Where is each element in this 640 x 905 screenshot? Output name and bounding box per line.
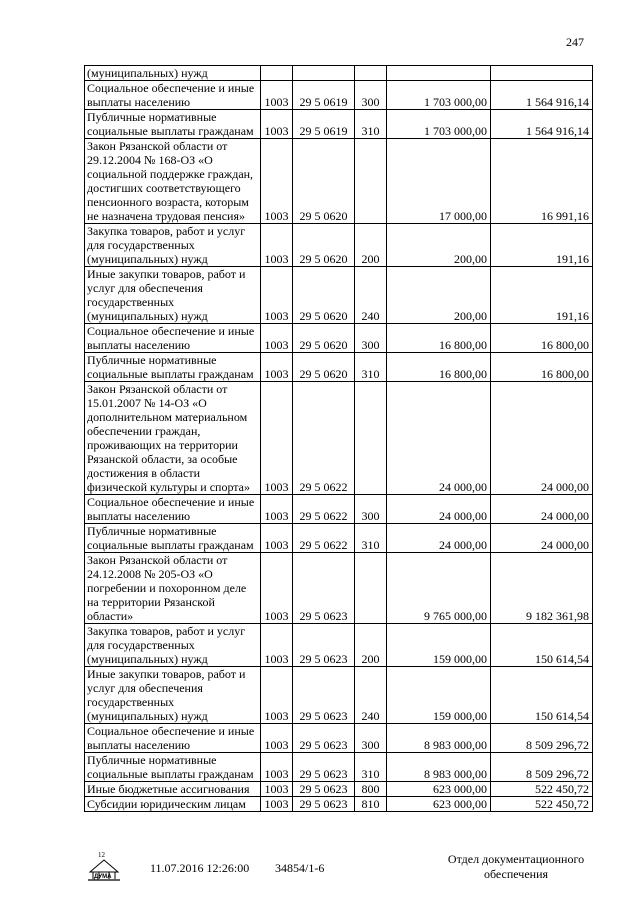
cell-expense-type: 240: [355, 267, 387, 324]
table-row: [85, 324, 593, 353]
table-row: [85, 524, 593, 553]
cell-name: Социальное обеспечение и иные выплаты населению: [85, 324, 261, 353]
cell-expense-type: [355, 553, 387, 624]
cell-section: 1003: [261, 81, 293, 110]
cell-section: 1003: [261, 524, 293, 553]
cell-actual-amount: [491, 66, 593, 81]
cell-section: 1003: [261, 324, 293, 353]
table-row: [85, 110, 593, 139]
cell-section: [261, 66, 293, 81]
cell-section: 1003: [261, 224, 293, 267]
cell-target-article: [293, 66, 355, 81]
cell-name: Закупка товаров, работ и услуг для государственных (муниципальных) нужд: [85, 224, 261, 267]
cell-expense-type: 310: [355, 353, 387, 382]
cell-expense-type: 310: [355, 524, 387, 553]
table-row: [85, 66, 593, 81]
page-number: 247: [566, 35, 584, 49]
cell-section: 1003: [261, 553, 293, 624]
cell-expense-type: [355, 382, 387, 495]
cell-expense-type: 200: [355, 224, 387, 267]
cell-expense-type: 800: [355, 782, 387, 797]
cell-name: Публичные нормативные социальные выплаты гражданам: [85, 524, 261, 553]
cell-actual-amount: 8 509 296,72: [491, 753, 593, 782]
logo-text: ДУМА: [94, 874, 112, 880]
cell-expense-type: 300: [355, 495, 387, 524]
cell-name: Закон Рязанской области от 29.12.2004 № 168-ОЗ «О социальной поддержке граждан, достигших соответствующего пенсионного возраста, которым не назначена трудовая пенсия»: [85, 139, 261, 224]
cell-plan-amount: 1 703 000,00: [387, 110, 491, 139]
cell-name: Закупка товаров, работ и услуг для государственных (муниципальных) нужд: [85, 624, 261, 667]
cell-target-article: 29 5 0622: [293, 382, 355, 495]
cell-target-article: 29 5 0623: [293, 553, 355, 624]
cell-section: 1003: [261, 110, 293, 139]
cell-target-article: 29 5 0623: [293, 797, 355, 812]
cell-actual-amount: 522 450,72: [491, 797, 593, 812]
cell-plan-amount: 24 000,00: [387, 524, 491, 553]
cell-plan-amount: 1 703 000,00: [387, 81, 491, 110]
cell-target-article: 29 5 0623: [293, 667, 355, 724]
cell-expense-type: 300: [355, 324, 387, 353]
cell-name: Социальное обеспечение и иные выплаты населению: [85, 724, 261, 753]
budget-table-body: [85, 66, 593, 812]
cell-target-article: 29 5 0620: [293, 267, 355, 324]
cell-name: Публичные нормативные социальные выплаты гражданам: [85, 110, 261, 139]
cell-actual-amount: 24 000,00: [491, 524, 593, 553]
cell-target-article: 29 5 0620: [293, 139, 355, 224]
cell-expense-type: 310: [355, 753, 387, 782]
cell-name: Иные закупки товаров, работ и услуг для обеспечения государственных (муниципальных) нужд: [85, 667, 261, 724]
cell-plan-amount: 200,00: [387, 267, 491, 324]
cell-actual-amount: 16 800,00: [491, 324, 593, 353]
table-row: [85, 139, 593, 224]
table-row: [85, 797, 593, 812]
cell-target-article: 29 5 0623: [293, 753, 355, 782]
cell-section: 1003: [261, 667, 293, 724]
cell-name: Социальное обеспечение и иные выплаты населению: [85, 81, 261, 110]
table-row: [85, 553, 593, 624]
cell-section: 1003: [261, 624, 293, 667]
cell-section: 1003: [261, 382, 293, 495]
footer-department: [436, 852, 596, 882]
table-row: [85, 724, 593, 753]
cell-section: 1003: [261, 353, 293, 382]
cell-actual-amount: 1 564 916,14: [491, 81, 593, 110]
cell-actual-amount: 150 614,54: [491, 624, 593, 667]
cell-actual-amount: 522 450,72: [491, 782, 593, 797]
cell-actual-amount: 16 991,16: [491, 139, 593, 224]
cell-section: 1003: [261, 753, 293, 782]
cell-target-article: 29 5 0620: [293, 224, 355, 267]
cell-section: 1003: [261, 267, 293, 324]
department-line-1: Отдел документационного: [447, 852, 585, 866]
cell-plan-amount: [387, 66, 491, 81]
cell-plan-amount: 159 000,00: [387, 624, 491, 667]
table-row: [85, 224, 593, 267]
cell-plan-amount: 200,00: [387, 224, 491, 267]
cell-actual-amount: 150 614,54: [491, 667, 593, 724]
cell-section: 1003: [261, 139, 293, 224]
department-line-2: обеспечения: [483, 867, 549, 881]
cell-name: Публичные нормативные социальные выплаты гражданам: [85, 753, 261, 782]
cell-actual-amount: 24 000,00: [491, 495, 593, 524]
cell-target-article: 29 5 0622: [293, 495, 355, 524]
table-row: [85, 753, 593, 782]
cell-target-article: 29 5 0623: [293, 724, 355, 753]
table-row: [85, 81, 593, 110]
cell-expense-type: 810: [355, 797, 387, 812]
cell-actual-amount: 191,16: [491, 224, 593, 267]
table-row: [85, 495, 593, 524]
cell-target-article: 29 5 0619: [293, 110, 355, 139]
cell-plan-amount: 24 000,00: [387, 495, 491, 524]
table-row: [85, 782, 593, 797]
cell-name: (муниципальных) нужд: [85, 66, 261, 81]
cell-plan-amount: 8 983 000,00: [387, 724, 491, 753]
footer-doc-id: 34854/1-6: [275, 861, 325, 875]
cell-plan-amount: 159 000,00: [387, 667, 491, 724]
cell-section: 1003: [261, 782, 293, 797]
cell-name: Публичные нормативные социальные выплаты гражданам: [85, 353, 261, 382]
cell-name: Социальное обеспечение и иные выплаты населению: [85, 495, 261, 524]
cell-expense-type: 300: [355, 81, 387, 110]
cell-name: Иные закупки товаров, работ и услуг для обеспечения государственных (муниципальных) нужд: [85, 267, 261, 324]
cell-actual-amount: 16 800,00: [491, 353, 593, 382]
cell-target-article: 29 5 0623: [293, 782, 355, 797]
footer-timestamp: 11.07.2016 12:26:00: [150, 861, 250, 875]
cell-expense-type: [355, 66, 387, 81]
cell-section: 1003: [261, 797, 293, 812]
table-row: [85, 353, 593, 382]
cell-name: Иные бюджетные ассигнования: [85, 782, 261, 797]
budget-table: [84, 65, 593, 812]
cell-section: 1003: [261, 495, 293, 524]
cell-plan-amount: 16 800,00: [387, 353, 491, 382]
cell-actual-amount: 9 182 361,98: [491, 553, 593, 624]
cell-expense-type: 310: [355, 110, 387, 139]
cell-target-article: 29 5 0620: [293, 324, 355, 353]
cell-expense-type: 300: [355, 724, 387, 753]
cell-section: 1003: [261, 724, 293, 753]
cell-expense-type: 240: [355, 667, 387, 724]
duma-logo: [84, 850, 124, 884]
cell-name: Закон Рязанской области от 15.01.2007 № 14-ОЗ «О дополнительном материальном обеспечении граждан, проживающих на территории Рязанской области, за особые достижения в области физической культуры и спорта»: [85, 382, 261, 495]
cell-target-article: 29 5 0620: [293, 353, 355, 382]
cell-target-article: 29 5 0619: [293, 81, 355, 110]
cell-plan-amount: 9 765 000,00: [387, 553, 491, 624]
cell-plan-amount: 24 000,00: [387, 382, 491, 495]
cell-name: Закон Рязанской области от 24.12.2008 № 205-ОЗ «О погребении и похоронном деле на территории Рязанской области»: [85, 553, 261, 624]
cell-actual-amount: 24 000,00: [491, 382, 593, 495]
cell-actual-amount: 8 509 296,72: [491, 724, 593, 753]
logo-number: 12: [98, 851, 105, 859]
table-row: [85, 624, 593, 667]
cell-expense-type: 200: [355, 624, 387, 667]
table-row: [85, 667, 593, 724]
cell-plan-amount: 17 000,00: [387, 139, 491, 224]
cell-name: Субсидии юридическим лицам: [85, 797, 261, 812]
cell-target-article: 29 5 0623: [293, 624, 355, 667]
cell-plan-amount: 16 800,00: [387, 324, 491, 353]
cell-target-article: 29 5 0622: [293, 524, 355, 553]
cell-actual-amount: 1 564 916,14: [491, 110, 593, 139]
cell-plan-amount: 623 000,00: [387, 797, 491, 812]
cell-expense-type: [355, 139, 387, 224]
table-row: [85, 267, 593, 324]
cell-actual-amount: 191,16: [491, 267, 593, 324]
cell-plan-amount: 623 000,00: [387, 782, 491, 797]
table-row: [85, 382, 593, 495]
cell-plan-amount: 8 983 000,00: [387, 753, 491, 782]
